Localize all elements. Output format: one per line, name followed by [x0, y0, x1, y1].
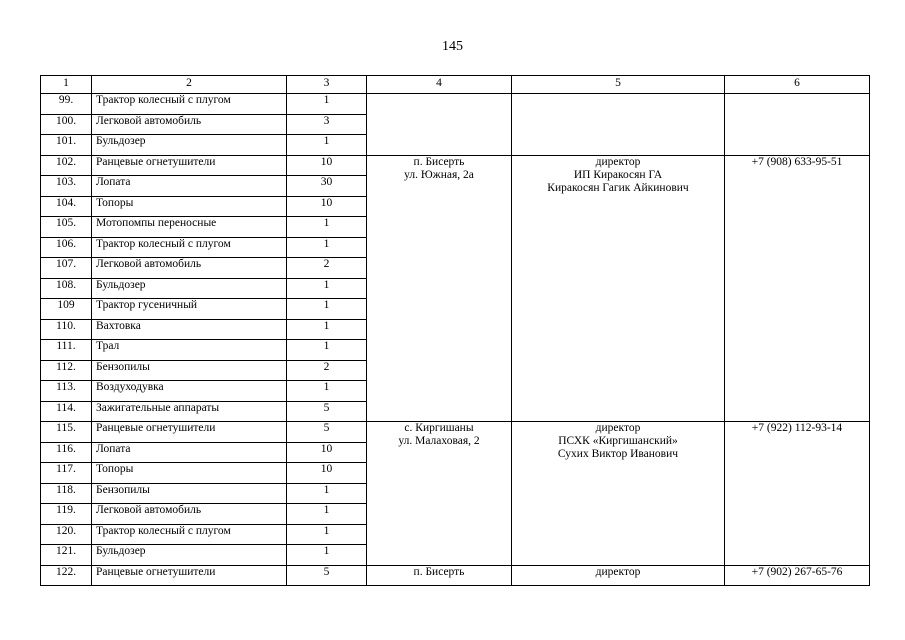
row-number: 110.	[41, 319, 92, 340]
equipment-quantity: 1	[287, 135, 367, 156]
header-row	[41, 76, 870, 94]
equipment-name: Воздуходувка	[92, 381, 287, 402]
row-number: 111.	[41, 340, 92, 361]
equipment-quantity: 5	[287, 422, 367, 443]
page-number: 145	[442, 39, 463, 54]
row-number: 118.	[41, 483, 92, 504]
equipment-quantity: 1	[287, 381, 367, 402]
equipment-name: Трактор колесный с плугом	[92, 237, 287, 258]
address-line: п. Бисерть	[413, 155, 465, 168]
row-number: 116.	[41, 442, 92, 463]
row-number: 109	[41, 299, 92, 320]
equipment-quantity: 1	[287, 545, 367, 566]
address-line: ул. Южная, 2а	[404, 168, 474, 181]
row-number: 101.	[41, 135, 92, 156]
equipment-quantity: 3	[287, 114, 367, 135]
equipment-quantity: 30	[287, 176, 367, 197]
row-number: 106.	[41, 237, 92, 258]
equipment-name: Ранцевые огнетушители	[92, 565, 287, 586]
equipment-name: Бензопилы	[92, 360, 287, 381]
equipment-quantity: 10	[287, 463, 367, 484]
table-row	[41, 155, 870, 176]
contact-line: директор	[595, 155, 641, 168]
equipment-quantity: 5	[287, 565, 367, 586]
address-cell	[367, 94, 512, 156]
equipment-name: Легковой автомобиль	[92, 504, 287, 525]
row-number: 103.	[41, 176, 92, 197]
equipment-name: Лопата	[92, 176, 287, 197]
phone-cell: +7 (902) 267-65-76	[725, 565, 870, 586]
row-number: 104.	[41, 196, 92, 217]
equipment-name: Трактор колесный с плугом	[92, 524, 287, 545]
row-number: 114.	[41, 401, 92, 422]
equipment-name: Трактор гусеничный	[92, 299, 287, 320]
equipment-name: Зажигательные аппараты	[92, 401, 287, 422]
row-number: 121.	[41, 545, 92, 566]
table-row	[41, 422, 870, 443]
equipment-name: Трал	[92, 340, 287, 361]
contact-cell	[512, 94, 725, 156]
address-line: с. Киргишаны	[404, 422, 474, 434]
table-row	[41, 94, 870, 115]
contact-line: Киракосян Гагик Айкинович	[547, 181, 689, 194]
equipment-quantity: 10	[287, 155, 367, 176]
equipment-name: Ранцевые огнетушители	[92, 155, 287, 176]
equipment-name: Топоры	[92, 463, 287, 484]
column-header: 5	[512, 76, 725, 94]
equipment-name: Легковой автомобиль	[92, 258, 287, 279]
contact-line: директор	[595, 422, 641, 434]
address-cell	[367, 565, 512, 586]
equipment-quantity: 1	[287, 319, 367, 340]
equipment-name: Ранцевые огнетушители	[92, 422, 287, 443]
phone-cell: +7 (908) 633-95-51	[725, 155, 870, 422]
column-header: 4	[367, 76, 512, 94]
contact-cell	[512, 565, 725, 586]
address-cell	[367, 422, 512, 566]
row-number: 102.	[41, 155, 92, 176]
equipment-name: Мотопомпы переносные	[92, 217, 287, 238]
column-header: 3	[287, 76, 367, 94]
address-line: ул. Малаховая, 2	[398, 435, 480, 447]
address-line: п. Бисерть	[413, 565, 465, 578]
equipment-quantity: 1	[287, 237, 367, 258]
equipment-quantity: 1	[287, 278, 367, 299]
row-number: 117.	[41, 463, 92, 484]
address-cell	[367, 155, 512, 422]
phone-cell: +7 (922) 112-93-14	[725, 422, 870, 566]
equipment-name: Легковой автомобиль	[92, 114, 287, 135]
column-header: 1	[41, 76, 92, 94]
row-number: 112.	[41, 360, 92, 381]
table-body	[41, 94, 870, 586]
equipment-quantity: 1	[287, 217, 367, 238]
row-number: 120.	[41, 524, 92, 545]
contact-line: Сухих Виктор Иванович	[557, 448, 679, 460]
equipment-name: Трактор колесный с плугом	[92, 94, 287, 115]
equipment-quantity: 1	[287, 504, 367, 525]
phone-cell	[725, 94, 870, 156]
contact-cell	[512, 155, 725, 422]
row-number: 122.	[41, 565, 92, 586]
equipment-quantity: 2	[287, 360, 367, 381]
row-number: 115.	[41, 422, 92, 443]
equipment-name: Бензопилы	[92, 483, 287, 504]
contact-line: директор	[595, 565, 641, 578]
row-number: 119.	[41, 504, 92, 525]
row-number: 107.	[41, 258, 92, 279]
row-number: 99.	[41, 94, 92, 115]
equipment-quantity: 10	[287, 196, 367, 217]
contact-line: ПСХК «Киргишанский»	[558, 435, 678, 447]
row-number: 108.	[41, 278, 92, 299]
equipment-name: Бульдозер	[92, 135, 287, 156]
column-header: 6	[725, 76, 870, 94]
equipment-quantity: 10	[287, 442, 367, 463]
row-number: 113.	[41, 381, 92, 402]
equipment-quantity: 1	[287, 483, 367, 504]
equipment-name: Лопата	[92, 442, 287, 463]
equipment-name: Вахтовка	[92, 319, 287, 340]
equipment-name: Бульдозер	[92, 545, 287, 566]
equipment-table	[40, 75, 870, 586]
table-row	[41, 565, 870, 586]
equipment-quantity: 1	[287, 299, 367, 320]
equipment-name: Топоры	[92, 196, 287, 217]
equipment-quantity: 1	[287, 94, 367, 115]
equipment-quantity: 2	[287, 258, 367, 279]
equipment-quantity: 1	[287, 524, 367, 545]
row-number: 105.	[41, 217, 92, 238]
equipment-name: Бульдозер	[92, 278, 287, 299]
equipment-quantity: 1	[287, 340, 367, 361]
row-number: 100.	[41, 114, 92, 135]
equipment-quantity: 5	[287, 401, 367, 422]
contact-line: ИП Киракосян ГА	[573, 168, 663, 181]
contact-cell	[512, 422, 725, 566]
column-header: 2	[92, 76, 287, 94]
